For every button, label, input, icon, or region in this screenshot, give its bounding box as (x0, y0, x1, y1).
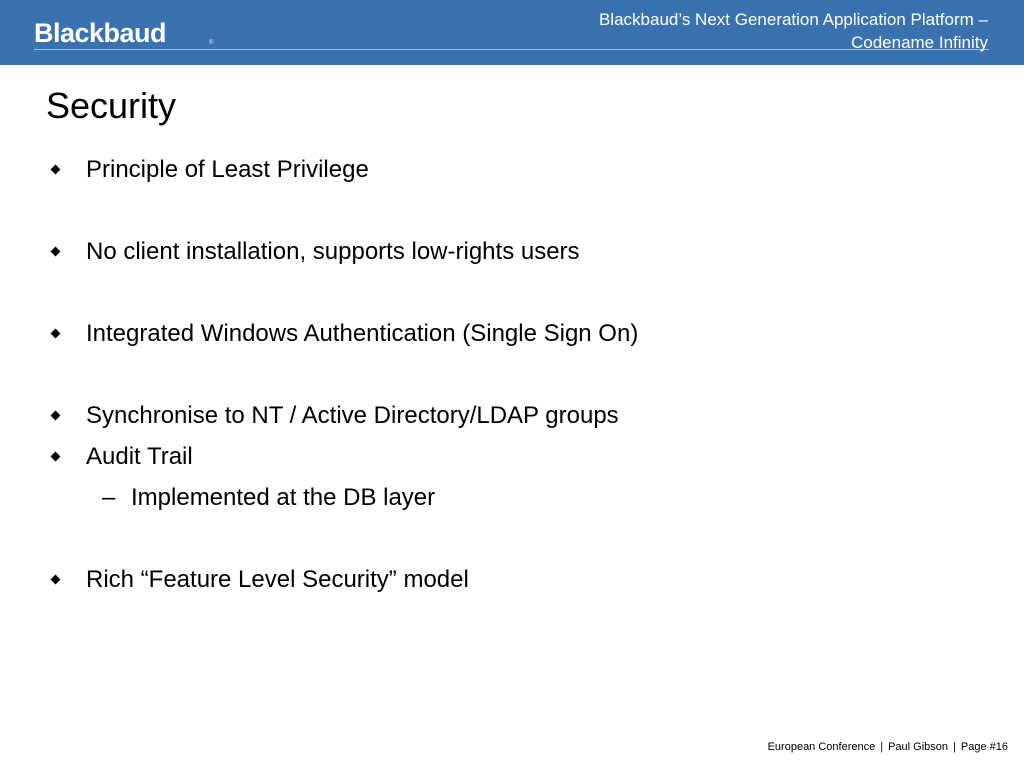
bullet-text: Audit Trail (86, 443, 193, 470)
presentation-title-line-2: Codename Infinity (850, 33, 988, 52)
brand-logo: Blackbaud (34, 18, 167, 48)
bullet-text: Synchronise to NT / Active Directory/LDAP groups (86, 402, 619, 429)
bullet-text: No client installation, supports low-rights users (86, 238, 580, 265)
slide-footer (768, 741, 1008, 753)
sub-bullet-text: Implemented at the DB layer (131, 484, 436, 511)
presentation-title-line-1: Blackbaud’s Next Generation Application Platform – (598, 10, 988, 29)
bullet-text: Principle of Least Privilege (86, 156, 369, 183)
registered-mark: ® (209, 40, 214, 46)
footer-conference: European Conference (767, 741, 876, 753)
diamond-bullet-icon (51, 411, 61, 421)
footer-separator: | (953, 741, 956, 753)
diamond-bullet-icon (51, 575, 61, 585)
diamond-bullet-icon (51, 329, 61, 339)
bullet-text: Integrated Windows Authentication (Single Sign On) (86, 320, 639, 347)
diamond-bullet-icon (51, 165, 61, 175)
slide-title: Security (46, 85, 177, 126)
diamond-bullet-icon (51, 452, 61, 462)
footer-author: Paul Gibson (888, 741, 949, 753)
bullet-text: Rich “Feature Level Security” model (86, 566, 469, 593)
footer-separator: | (880, 741, 884, 753)
footer-page-number: Page #16 (960, 741, 1008, 753)
dash-bullet-icon: – (102, 484, 116, 511)
diamond-bullet-icon (51, 247, 61, 257)
